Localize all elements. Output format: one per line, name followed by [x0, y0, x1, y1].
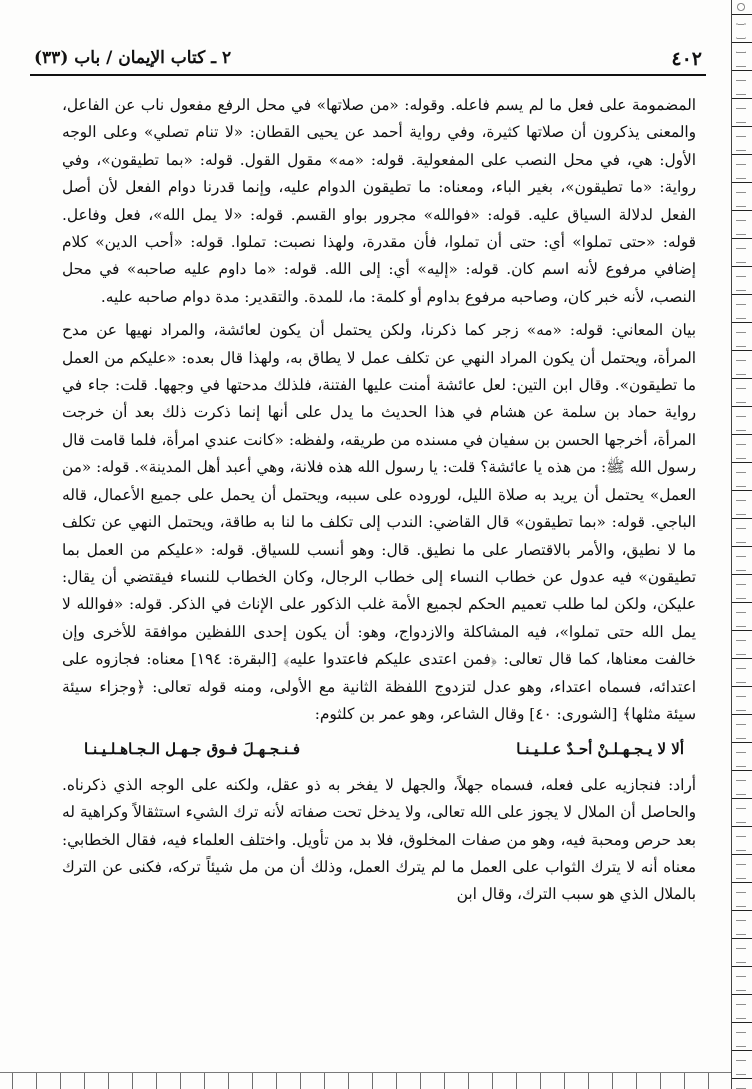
running-title: ٢ ـ كتاب الإيمان / باب (٣٣)	[34, 48, 232, 68]
paragraph-2: بيان المعاني: قوله: «مه» زجر كما ذكرنا، ولكن يحتمل أن يكون لعائشة، والمراد نهيها عن مدح المرأة، ويحتمل أن يكون المراد النهي عن تكلف عمل لا يطاق به، ولهذا قال بعده: «عليكم من العمل ما تطيقون». وقال ابن التين: لعل عائشة أمنت عليها الفتنة، فلذلك مدحتها في وجهها. قلت: جاء في رواية حماد بن سلمة عن هشام في هذا الحديث ما يدل على أنها إنما ذكرت ذلك بعد أن خرجت المرأة، أخرجها الحسن بن سفيان في مسنده من طريقه، ولفظه: «كانت عندي امرأة، فلما قامت قال رسول الله ﷺ: من هذه يا عائشة؟ قلت: يا رسول الله هذه فلانة، وهي أعبد أهل المدينة». قوله: «من العمل» يحتمل أن يريد به صلاة الليل، لوروده على سببه، ويحتمل أن يحمل على جميع الأعمال، قاله الباجي. قوله: «بما تطيقون» قال القاضي: الندب إلى تكلف ما لنا به طاقة، ويحتمل النهي عن تكلف ما لا نطيق، والأمر بالاقتصار على ما نطيق. قال: وهو أنسب للسياق. قوله: «عليكم من العمل بما تطيقون» فيه عدول عن خطاب النساء إلى خطاب الرجال، وكان الخطاب للنساء فيقتضي أن يقال: عليكن، ولكن لما طلب تعميم الحكم لجميع الأمة غلب الذكور على الإناث في الذكر. قوله: «فوالله لا يمل الله حتى تملوا»، فيه المشاكلة والازدواج، وهو: أن يكون إحدى اللفظين موافقة للأخرى وإن خالفت معناها، كما قال تعالى: ﴿فمن اعتدى عليكم فاعتدوا عليه﴾ [البقرة: ١٩٤] معناه: فجازوه على اعتدائه، فسماه اعتداء، وهو عدل لتزدوج اللفظة الثانية مع الأولى، ومنه قوله تعالى: ﴿وجزاء سيئة سيئة مثلها﴾ [الشورى: ٤٠] وقال الشاعر، وهو عمر بن كلثوم:	[62, 321, 696, 723]
bottom-ornament-border	[0, 1072, 732, 1089]
verse-second-hemistich: فـنـجـهـلَ فـوق جـهـل الـجـاهـلـيـنـا	[84, 740, 301, 759]
page-body	[62, 92, 696, 1070]
right-ornament-border	[731, 0, 752, 1089]
paragraph-3: أراد: فنجازيه على فعله، فسماه جهلاً، والجهل لا يفخر به ذو عقل، ولكنه على الوجه الذي ذكرناه. والحاصل أن الملال لا يجوز على الله تعالى، ولا يدخل تحت صفاته لأنه ترك الشيء استثقالاً وكراهية له بعد حرص ومحبة فيه، وهو من صفات المخلوق، فلا بد من تأويل. واختلف العلماء فيه، فقال الخطابي: معناه أنه لا يترك الثواب على العمل ما لم يترك العمل، وذلك أن من مل شيئاً تركه، فكنى عن الترك بالملال الذي هو سبب الترك، وقال ابن	[62, 775, 696, 904]
poetry-verse	[62, 736, 696, 763]
page-header	[30, 46, 706, 76]
paragraph-1: المضمومة على فعل ما لم يسم فاعله. وقوله: «من صلاتها» في محل الرفع مفعول ناب عن الفاعل، والمعنى يذكرون أن صلاتها كثيرة، وفي رواية أحمد عن يحيى القطان: «لا تنام تصلي» وعلى الوجه الأول: هي، في محل النصب على المفعولية. قوله: «مه» مقول القول. قوله: «بما تطيقون»، وفي رواية: «ما تطيقون»، بغير الباء، ومعناه: ما تطيقون الدوام عليه، وإنما قدرنا دوام الفعل لأن أصل الفعل لدلالة السياق عليه. قوله: «فوالله» مجرور بواو القسم. قوله: «لا يمل الله»، فعل وفاعل. قوله: «حتى تملوا» أي: حتى أن تملوا، فأن مقدرة، ولهذا نصبت: تملوا. قوله: «أحب الدين» كلام إضافي مرفوع لأنه اسم كان. قوله: «إليه» أي: إلى الله. قوله: «ما داوم عليه صاحبه» في محل النصب، لأنه خبر كان، وصاحبه مرفوع بداوم أو كلمة: ما، للمدة. والتقدير: مدة دوام صاحبه عليه.	[62, 96, 696, 306]
page-number: ٤٠٢	[671, 48, 702, 70]
verse-first-hemistich: ألا لا يـجـهـلـنْ أحـدٌ عـلـيـنـا	[516, 740, 684, 759]
